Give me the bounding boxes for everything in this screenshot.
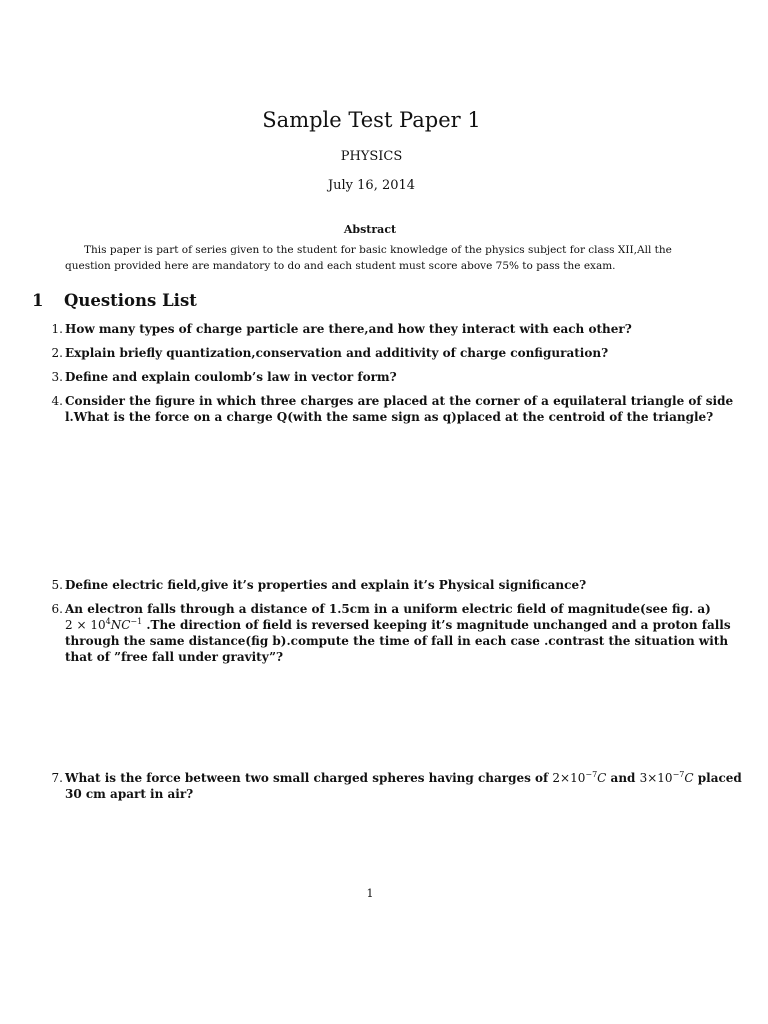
question-line: Explain briefly quantization,conservation and additivity of charge configuration? (65, 346, 609, 360)
question-line (65, 770, 742, 786)
question-line: through the same distance(fig b).compute the time of fall in each case .contrast the situation with (65, 634, 729, 648)
question-line-text: and (606, 771, 640, 785)
charge-formula (552, 771, 606, 785)
question-line: 30 cm apart in air? (65, 787, 194, 801)
formula-coefficient: 3×10 (639, 771, 673, 785)
question-line: Consider the figure in which three charges are placed at the corner of a equilateral triangle of side (65, 394, 734, 408)
question-line (65, 617, 731, 633)
formula-coefficient: 2 × 10 (65, 618, 106, 632)
question-number: 2. (51, 346, 63, 360)
question-line: that of ”free fall under gravity”? (65, 650, 284, 664)
paper-title: Sample Test Paper 1 (262, 108, 481, 132)
question-text (65, 393, 734, 425)
question-text (65, 577, 709, 593)
formula-exponent: −7 (672, 770, 685, 779)
paper-date: July 16, 2014 (327, 178, 416, 193)
formula-coefficient: 2×10 (552, 771, 586, 785)
page-number: 1 (366, 887, 374, 900)
formula-unit: C (597, 771, 607, 785)
formula-exponent: 4 (105, 617, 111, 626)
question-text (65, 345, 709, 361)
formula-exponent: −7 (585, 770, 598, 779)
abstract-line: question provided here are mandatory to do and each student must score above 75% to pass the exam. (65, 260, 616, 272)
question-number: 4. (51, 394, 63, 408)
abstract-heading: Abstract (343, 223, 397, 236)
question-number: 3. (51, 370, 63, 384)
section-title: Questions List (64, 291, 197, 310)
question-line-text: What is the force between two small charged spheres having charges of (65, 771, 553, 785)
abstract-text (65, 242, 677, 274)
question-line: Define and explain coulomb’s law in vector form? (65, 370, 397, 384)
formula-unit: NC (110, 618, 131, 632)
field-magnitude-formula (65, 618, 142, 632)
question-number: 6. (51, 602, 63, 616)
formula-unit-exponent: −1 (130, 617, 143, 626)
question-text (65, 601, 731, 665)
abstract-line: This paper is part of series given to the student for basic knowledge of the physics subject for class XII,All the (84, 244, 672, 256)
question-number: 7. (51, 771, 63, 785)
question-number: 1. (51, 322, 63, 336)
section-number: 1 (32, 291, 44, 310)
paper-subject: PHYSICS (340, 149, 403, 164)
question-line-text: .The direction of field is reversed keeping it’s magnitude unchanged and a proton falls (142, 618, 731, 632)
question-line: l.What is the force on a charge Q(with the same sign as q)placed at the centroid of the triangle? (65, 410, 714, 424)
charge-formula (640, 771, 694, 785)
question-line: An electron falls through a distance of 1.5cm in a uniform electric field of magnitude(see fig. a) (65, 602, 711, 616)
formula-unit: C (684, 771, 694, 785)
question-text (65, 321, 709, 337)
question-line-text: placed (693, 771, 742, 785)
question-line: Define electric field,give it’s properties and explain it’s Physical significance? (65, 578, 587, 592)
section-heading (32, 290, 197, 312)
question-line: How many types of charge particle are there,and how they interact with each other? (65, 322, 632, 336)
question-text (65, 770, 742, 802)
question-number: 5. (51, 578, 63, 592)
question-text (65, 369, 709, 385)
